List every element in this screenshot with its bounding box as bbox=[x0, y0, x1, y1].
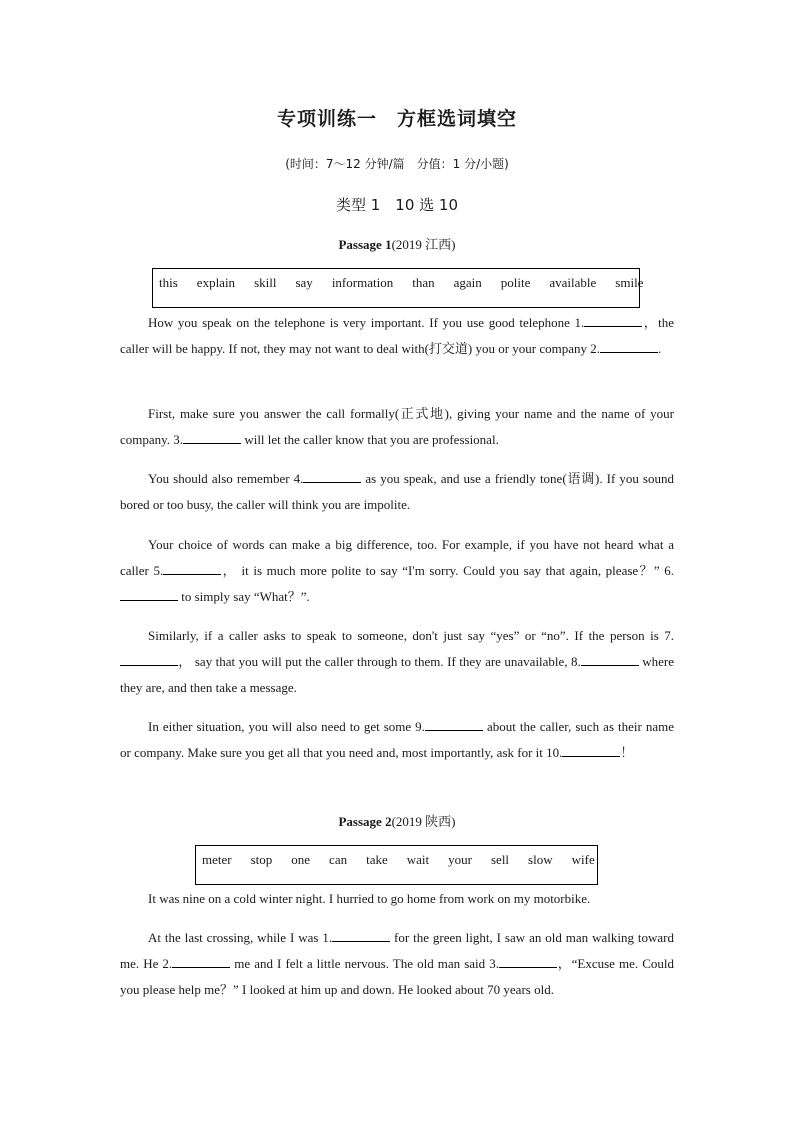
passage-1-word-than: than bbox=[412, 275, 435, 290]
answer-blank[interactable] bbox=[163, 563, 221, 575]
paragraph-text: as you speak, and use a friendly tone(语调). If you sound bored or too busy, the caller will think you are impolite. bbox=[120, 471, 674, 512]
answer-blank[interactable] bbox=[581, 654, 639, 666]
passage-1-word-skill: skill bbox=[254, 275, 277, 290]
answer-blank[interactable] bbox=[499, 956, 557, 968]
paragraph-text: At the last crossing, while I was 1. bbox=[148, 930, 333, 945]
paragraph-text: ， it is much more polite to say “I'm sorry. Could you say that again, please？” 6. bbox=[221, 563, 674, 578]
passage-1-word-polite: polite bbox=[500, 275, 531, 290]
passage-2-label: Passage 2 bbox=[338, 814, 392, 829]
paragraph-text: It was nine on a cold winter night. I hurried to go home from work on my motorbike. bbox=[148, 891, 591, 906]
passage-1-paragraph-5 bbox=[120, 623, 674, 701]
paragraph-text: First, make sure you answer the call formally(正式地), giving your name and the name of your company. 3. bbox=[120, 406, 674, 447]
page-subtitle: (时间：7～12 分钟/篇 分值：1 分/小题) bbox=[285, 157, 509, 171]
answer-blank[interactable] bbox=[562, 745, 620, 757]
answer-blank[interactable] bbox=[303, 471, 361, 483]
passage-1-word-box bbox=[152, 268, 644, 308]
paragraph-text: for the green light, I saw an old man walking toward me. He 2. bbox=[120, 930, 674, 971]
answer-blank[interactable] bbox=[120, 654, 178, 666]
passage-2-paragraph-1 bbox=[120, 886, 674, 912]
passage-2-word-can: can bbox=[329, 852, 348, 867]
passage-2-word-one: one bbox=[291, 852, 311, 867]
paragraph-text: me and I felt a little nervous. The old man said 3. bbox=[230, 956, 499, 971]
paragraph-text: about the caller, such as their name or company. Make sure you get all that you need and, most importantly, ask for it 10. bbox=[120, 719, 674, 760]
passage-2-word-wait: wait bbox=[406, 852, 430, 867]
answer-blank[interactable] bbox=[600, 341, 658, 353]
answer-blank[interactable] bbox=[584, 315, 642, 327]
paragraph-text: Your choice of words can make a big difference, too. For example, if you have not heard what a caller 5. bbox=[120, 537, 674, 578]
passage-2-word-sell: sell bbox=[490, 852, 510, 867]
paragraph-text: ， say that you will put the caller through to them. If they are unavailable, 8. bbox=[178, 654, 581, 669]
passage-1-title bbox=[0, 234, 794, 253]
passage-1-word-smile: smile bbox=[615, 275, 644, 290]
answer-blank[interactable] bbox=[425, 719, 483, 731]
passage-2-word-wife: wife bbox=[571, 852, 595, 867]
passage-1-word-say: say bbox=[295, 275, 313, 290]
passage-1-word-information: information bbox=[331, 275, 394, 290]
passage-2-word-meter: meter bbox=[202, 852, 232, 867]
answer-blank[interactable] bbox=[183, 432, 241, 444]
paragraph-text: Similarly, if a caller asks to speak to someone, don't just say “yes” or “no”. If the person is 7. bbox=[148, 628, 674, 643]
passage-2-word-box bbox=[195, 845, 598, 885]
passage-2-word-slow: slow bbox=[528, 852, 553, 867]
passage-1-word-explain: explain bbox=[196, 275, 236, 290]
answer-blank[interactable] bbox=[332, 930, 390, 942]
paragraph-text: ！ bbox=[620, 745, 634, 760]
paragraph-text: to simply say “What？”. bbox=[178, 589, 310, 604]
passage-2-title bbox=[0, 811, 794, 830]
passage-2-paragraph-2 bbox=[120, 925, 674, 1003]
passage-1-paragraph-3 bbox=[120, 466, 674, 518]
section-heading: 类型 1 10 选 10 bbox=[335, 196, 459, 214]
paragraph-text: will let the caller know that you are professional. bbox=[241, 432, 499, 447]
passage-1-paragraph-1 bbox=[120, 310, 674, 362]
passage-1-label: Passage 1 bbox=[338, 237, 392, 252]
passage-2-word-your: your bbox=[448, 852, 472, 867]
paragraph-text: How you speak on the telephone is very important. If you use good telephone 1. bbox=[148, 315, 585, 330]
passage-1-paragraph-4 bbox=[120, 532, 674, 610]
paragraph-text: In either situation, you will also need to get some 9. bbox=[148, 719, 425, 734]
paragraph-text: . bbox=[658, 341, 662, 356]
paragraph-text: You should also remember 4. bbox=[148, 471, 304, 486]
passage-1-paragraph-6 bbox=[120, 714, 674, 766]
passage-1-word-this: this bbox=[159, 275, 178, 290]
page-title: 专项训练一 方框选词填空 bbox=[276, 108, 517, 130]
passage-2-word-take: take bbox=[366, 852, 388, 867]
passage-1-paragraph-2 bbox=[120, 401, 674, 453]
answer-blank[interactable] bbox=[172, 956, 230, 968]
passage-1-word-again: again bbox=[453, 275, 482, 290]
paragraph-text: where they are, and then take a message. bbox=[120, 654, 674, 695]
passage-2-word-stop: stop bbox=[250, 852, 273, 867]
paragraph-text: ，“Excuse me. Could you please help me？” I looked at him up and down. He looked about 70 years old. bbox=[120, 956, 674, 997]
paragraph-text: ，the caller will be happy. If not, they may not want to deal with(打交道) you or your company 2. bbox=[120, 315, 674, 356]
passage-2-source: (2019 陕西) bbox=[391, 814, 456, 829]
passage-1-source: (2019 江西) bbox=[391, 237, 456, 252]
answer-blank[interactable] bbox=[120, 589, 178, 601]
passage-1-word-available: available bbox=[549, 275, 597, 290]
